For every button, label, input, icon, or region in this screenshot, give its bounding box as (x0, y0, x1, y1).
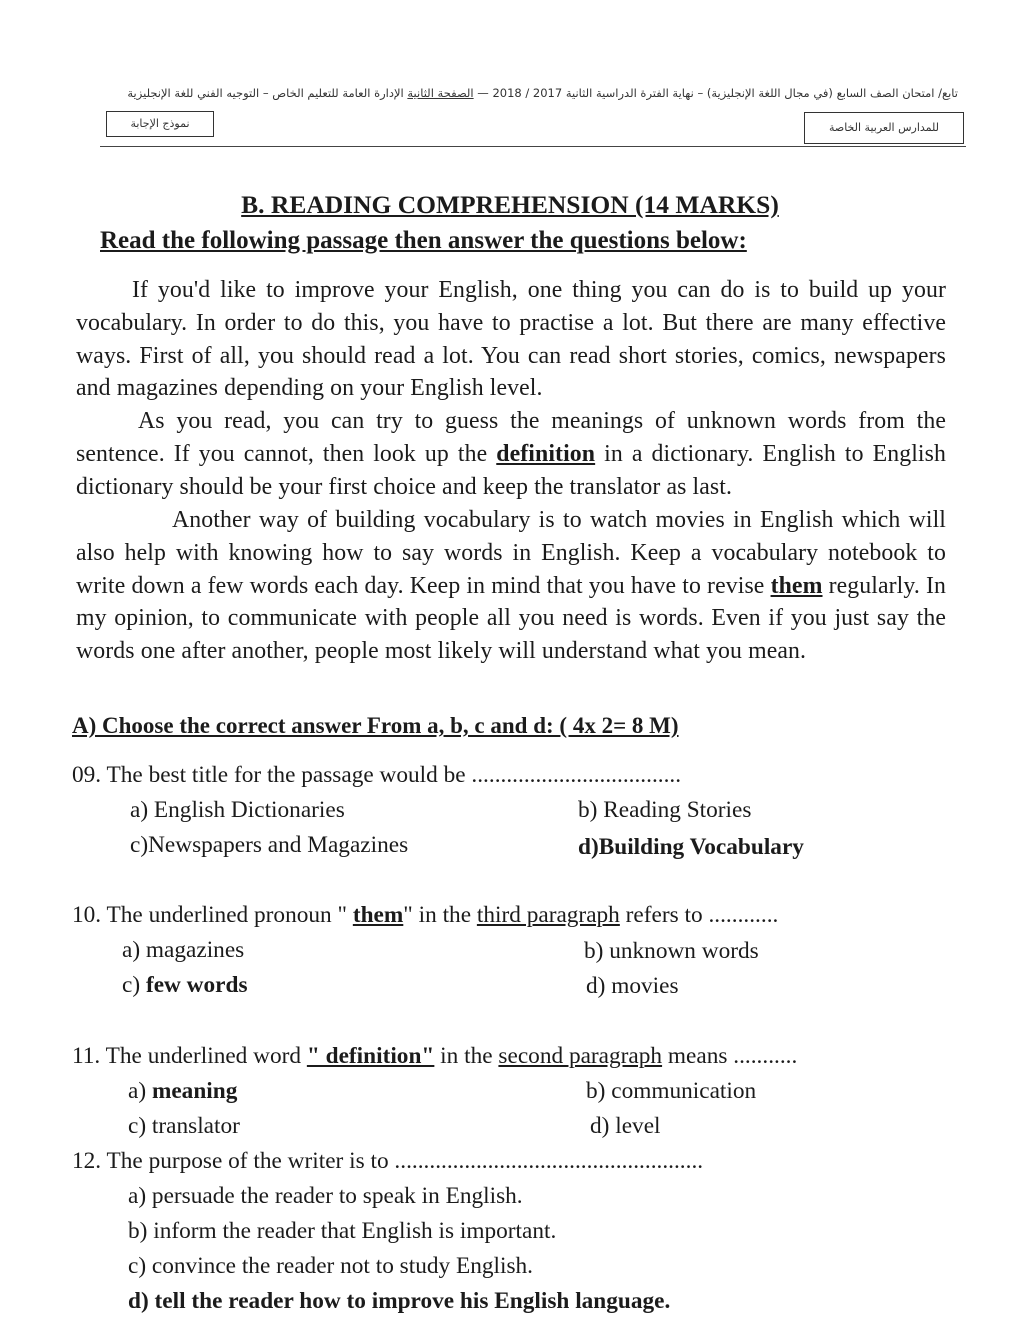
q10-option-d: d) movies (586, 973, 679, 999)
arabic-header-line (108, 86, 958, 100)
p2-underlined-keyword: definition (496, 440, 596, 467)
question-10-stem (72, 902, 778, 929)
p2-text-before: As you read, you can try to guess the meanings of unknown words from the sentence. If you cannot, then look up the (76, 408, 946, 467)
section-title: B. READING COMPREHENSION (14 MARKS) (241, 190, 779, 219)
q12-option-b: b) inform the reader that English is important. (128, 1218, 557, 1244)
p3-text-after: regularly. In my opinion, to communicate with people all you need is words. Even if you just say the words one after another, people most likely will understand what you mean. (76, 572, 947, 665)
header-part2: الإدارة العامة للتعليم الخاص – التوجيه الفني للغة الإنجليزية (127, 86, 404, 100)
q9-option-d-correct: d)Building Vocabulary (578, 834, 804, 860)
q11-option-c: c) translator (128, 1113, 240, 1139)
q10-stem-part2: " in the (403, 902, 477, 928)
q11-stem-part2: in the (434, 1043, 499, 1069)
q10-stem-part3: refers to ............ (619, 902, 779, 928)
question-9-stem: 09. The best title for the passage would be .................................... (72, 762, 682, 788)
question-11-stem (72, 1043, 797, 1070)
q11-stem-part3: means ........... (662, 1043, 798, 1069)
q11-option-b: b) communication (586, 1078, 757, 1104)
passage-paragraph-3 (76, 504, 946, 668)
q9-option-b: b) Reading Stories (578, 797, 752, 823)
q12-option-a: a) persuade the reader to speak in English. (128, 1183, 523, 1209)
q12-option-c: c) convince the reader not to study English. (128, 1253, 533, 1279)
q11-keyword: " definition" (306, 1043, 435, 1069)
passage-paragraph-2 (76, 405, 946, 503)
part-a-heading: A) Choose the correct answer From a, b, c and d: ( 4x 2= 8 M) (72, 713, 679, 738)
q12-option-d-correct: d) tell the reader how to improve his English language. (128, 1288, 671, 1314)
q9-option-a: a) English Dictionaries (130, 797, 345, 823)
q11-stem-part1: 11. The underlined word (72, 1043, 307, 1069)
question-12-stem: 12. The purpose of the writer is to ..................................................... (72, 1148, 704, 1174)
header-part1: تابع/ امتحان الصف السابع (في مجال اللغة الإنجليزية) – نهاية الفترة الدراسية الثانية 2017 / 2018 — (477, 86, 958, 100)
q10-option-a: a) magazines (122, 937, 245, 963)
q11-option-a (128, 1078, 237, 1105)
q10-option-c (122, 972, 248, 999)
section-instruction: Read the following passage then answer the questions below: (100, 227, 747, 254)
q9-option-c: c)Newspapers and Magazines (130, 832, 409, 858)
q10-stem-part1: 10. The underlined pronoun " (72, 902, 353, 928)
answer-key-box: نموذج الإجابة (106, 111, 214, 137)
q10-keyword: them (352, 902, 404, 928)
q11-option-a-prefix: a) (128, 1078, 152, 1104)
header-divider (100, 146, 966, 147)
q11-option-a-correct: meaning (151, 1078, 238, 1104)
q11-option-d: d) level (590, 1113, 661, 1139)
q10-option-c-correct: few words (145, 972, 248, 998)
q10-option-b: b) unknown words (584, 938, 759, 964)
p2-text-after: in a dictionary. English to English dictionary should be your first choice and keep the translator as last. (76, 440, 946, 500)
school-type-box: للمدارس العربية الخاصة (804, 112, 964, 144)
q10-paragraph-ref: third paragraph (476, 902, 620, 928)
q10-option-c-prefix: c) (122, 972, 146, 998)
p3-text-before: Another way of building vocabulary is to watch movies in English which will also help with knowing how to say words in English. Keep a vocabulary notebook to write down a few words each day. Keep in mind that you have to revise (76, 507, 946, 599)
header-page-label: الصفحة الثانية (407, 86, 474, 100)
p3-underlined-keyword: them (770, 572, 823, 599)
q11-paragraph-ref: second paragraph (498, 1043, 663, 1069)
passage-paragraph-1: If you'd like to improve your English, one thing you can do is to build up your vocabulary. In order to do this, you have to practise a lot. But there are many effective ways. First of all, you should read a lot. You can read short stories, comics, newspapers and magazines depending on your English level. (76, 277, 946, 402)
